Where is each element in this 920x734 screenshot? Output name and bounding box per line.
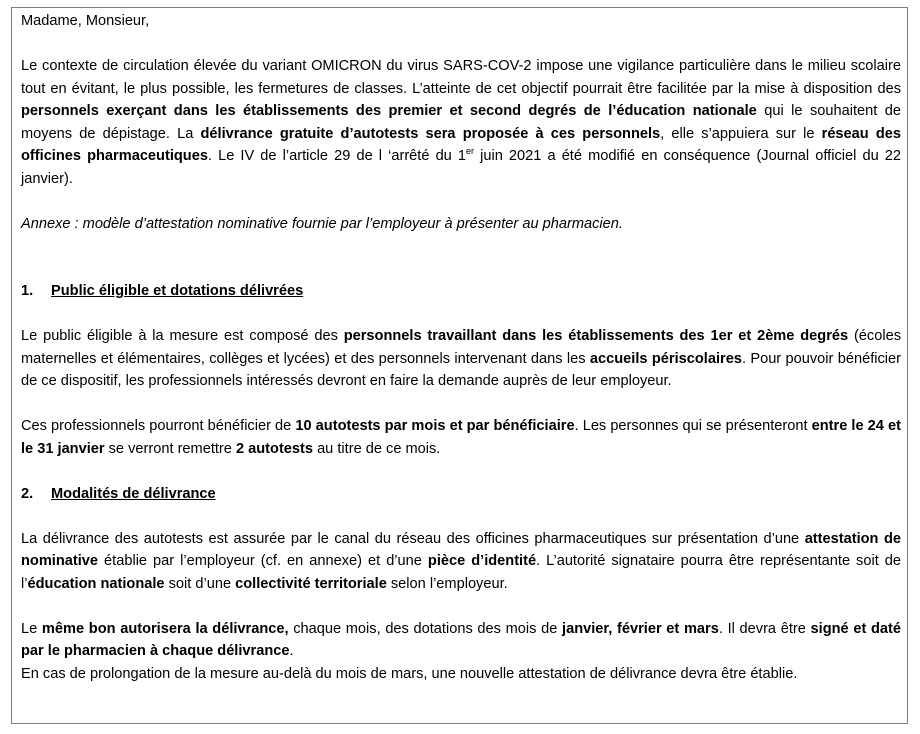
salutation: Madame, Monsieur,	[21, 13, 150, 29]
s1p1-text-2: (écoles maternelles et élémentaires, collèges et lycées) et des personnels intervenant dans les	[21, 328, 901, 367]
s2p1-bold-3: éducation nationale	[27, 575, 165, 592]
section-2-paragraph-2	[21, 618, 901, 663]
s1p1-text-1: Le public éligible à la mesure est composé des	[21, 328, 344, 344]
section-1-paragraph-2	[21, 415, 901, 460]
intro-text-2: qui le souhaitent de moyens de dépistage. La	[21, 103, 901, 142]
intro-bold-1: personnels exerçant dans les établissements des premier et second degrés de l’éducation nationale	[21, 103, 757, 119]
section-2-number: 2.	[21, 485, 34, 502]
section-2-title: Modalités de délivrance	[51, 485, 216, 502]
intro-paragraph	[21, 55, 901, 190]
section-2-paragraph-1	[21, 528, 901, 596]
s2p1-text-2: établie par l’employeur (cf. en annexe) et d’une	[98, 553, 428, 569]
section-1-heading	[21, 280, 901, 303]
s2p2-text-4: .	[289, 643, 294, 659]
s2p1-bold-4: collectivité territoriale	[235, 575, 387, 592]
intro-bold-3: réseau des officines pharmaceutiques	[21, 125, 901, 164]
s1p2-text-1: Ces professionnels pourront bénéficier de	[21, 418, 296, 434]
s2p1-text-3: . L’autorité signataire pourra être représentante soit de l’	[21, 553, 902, 592]
s2p2-bold-3: signé et daté par le pharmacien à chaque délivrance	[21, 620, 901, 659]
section-1-number: 1.	[21, 283, 34, 299]
s1p2-bold-2: entre le 24 et le 31 janvier	[21, 418, 901, 457]
intro-text-5: juin 2021 a été modifié en conséquence (Journal officiel du 22 janvier).	[21, 148, 902, 187]
s1p2-text-2: . Les personnes qui se présenteront	[574, 418, 812, 434]
section-1-paragraph-1	[21, 325, 901, 393]
s2p2-bold-1: même bon autorisera la délivrance,	[41, 620, 289, 637]
s2p1-bold-1: attestation de nominative	[21, 530, 902, 569]
s2p2-text-1: Le	[21, 620, 42, 637]
s2p2-bold-2: janvier, février et mars	[562, 620, 719, 637]
section-1-title: Public éligible et dotations délivrées	[51, 283, 304, 299]
s1p2-text-4: au titre de ce mois.	[313, 440, 441, 457]
s1p1-bold-2: accueils périscolaires	[589, 350, 742, 367]
s2p2-text-3: . Il devra être	[718, 620, 811, 637]
intro-text-3: , elle s’appuiera sur le	[660, 125, 822, 142]
intro-text-4: . Le IV de l’article 29 de l ‘arrêté du 1	[207, 148, 467, 164]
annex-note: Annexe : modèle d’attestation nominative fournie par l’employeur à présenter au pharmacien.	[21, 215, 623, 232]
s2p1-text-4: soit d’une	[164, 575, 236, 592]
s1p1-text-3: . Pour pouvoir bénéficier de ce dispositif, les professionnels intéressés devront en faire la demande auprès de leur employeur.	[21, 350, 902, 389]
intro-text-1: Le contexte de circulation élevée du variant OMICRON du virus SARS-COV-2 impose une vigilance particulière dans le milieu scolaire tout en évitant, le plus possible, les fermetures de classes. L’atteinte de cet objectif pourrait être facilitée par la mise à disposition des	[21, 58, 901, 97]
s2p1-bold-2: pièce d’identité	[427, 553, 537, 569]
s1p2-bold-3: 2 autotests	[235, 440, 314, 457]
s1p1-bold-1: personnels travaillant dans les établissements des 1er et 2ème degrés	[343, 328, 849, 344]
s2p1-text-1: La délivrance des autotests est assurée par le canal du réseau des officines pharmaceutiques sur présentation d’une	[21, 530, 805, 547]
intro-bold-2: délivrance gratuite d’autotests sera proposée à ces personnels	[200, 125, 661, 142]
section-2-heading	[21, 483, 901, 506]
section-2-paragraph-3: En cas de prolongation de la mesure au-delà du mois de mars, une nouvelle attestation de délivrance devra être établie.	[21, 665, 798, 682]
intro-superscript: er	[466, 146, 475, 157]
s1p2-bold-1: 10 autotests par mois et par bénéficiaire	[295, 418, 575, 434]
s2p1-text-5: selon l’employeur.	[386, 575, 508, 592]
letter-body	[21, 10, 901, 685]
s1p2-text-3: se verront remettre	[104, 440, 236, 457]
s2p2-text-2: chaque mois, des dotations des mois de	[288, 620, 563, 637]
